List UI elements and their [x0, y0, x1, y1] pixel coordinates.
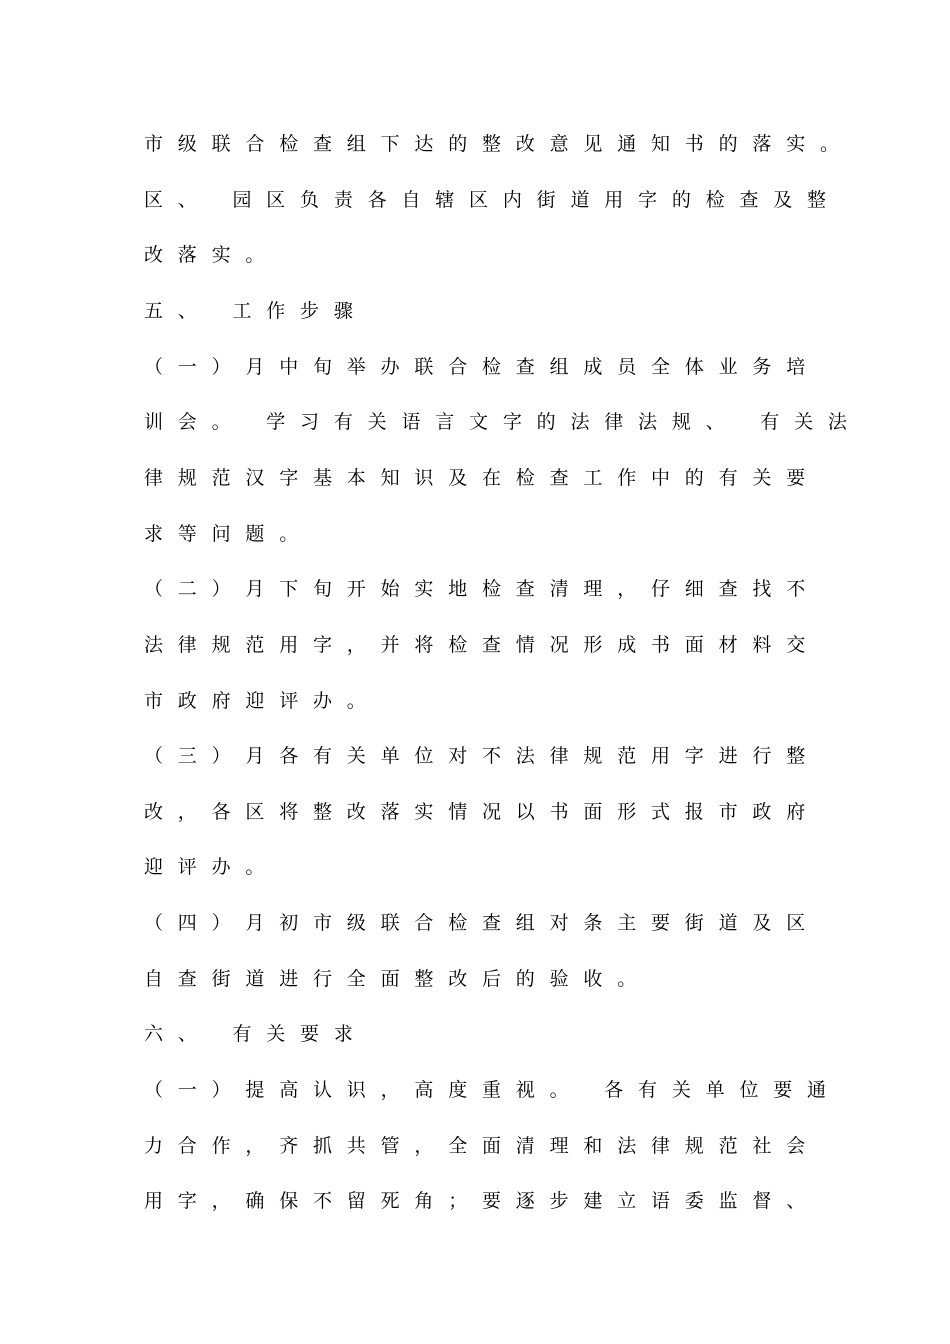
text-line: 求等问题。 — [144, 523, 314, 545]
text-line: （二）月下旬开始实地检查清理，仔细查找不 — [144, 578, 821, 600]
text-line: 用字，确保不留死角；要逐步建立语委监督、 — [144, 1190, 821, 1212]
text-line: （三）月各有关单位对不法律规范用字进行整 — [144, 745, 821, 767]
section-heading: 六、 有关要求 — [144, 1023, 368, 1045]
text-line: 改落实。 — [144, 244, 280, 266]
text-line: （一）月中旬举办联合检查组成员全体业务培 — [144, 356, 821, 378]
text-line: 力合作，齐抓共管，全面清理和法律规范社会 — [144, 1135, 821, 1157]
text-line: 市级联合检查组下达的整改意见通知书的落实。 — [144, 133, 854, 155]
text-line: 律规范汉字基本知识及在检查工作中的有关要 — [144, 467, 821, 489]
text-line: 自查街道进行全面整改后的验收。 — [144, 968, 652, 990]
text-line: 迎评办。 — [144, 856, 280, 878]
text-line: 区、 园区负责各自辖区内街道用字的检查及整 — [144, 189, 841, 211]
text-line: （一）提高认识，高度重视。 各有关单位要通 — [144, 1079, 841, 1101]
section-heading: 五、 工作步骤 — [144, 300, 368, 322]
text-line: 市政府迎评办。 — [144, 690, 381, 712]
text-line: （四）月初市级联合检查组对条主要街道及区 — [144, 912, 821, 934]
text-line: 训会。 学习有关语言文字的法律法规、 有关法 — [144, 411, 862, 433]
text-line: 法律规范用字，并将检查情况形成书面材料交 — [144, 634, 821, 656]
text-line: 改，各区将整改落实情况以书面形式报市政府 — [144, 801, 821, 823]
